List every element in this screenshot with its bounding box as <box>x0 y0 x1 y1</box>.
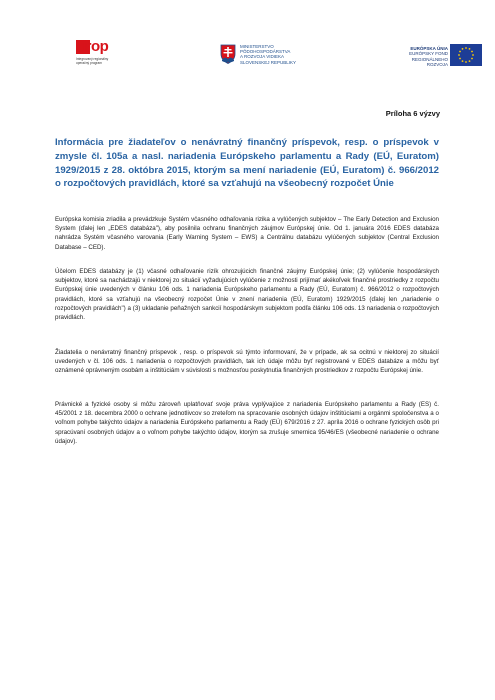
ministry-logo <box>220 44 320 70</box>
document-title: Informácia pre žiadateľov o nenávratný finančný príspevok, resp. o príspevok v zmysle čl. 105a a nasl. nariadenia Európskeho parlamentu a Rady (EÚ, Euratom) 1929/2015 z 28. októbra 2015, ktorým sa mení nariadenie (EÚ, Euratom) č. 966/2012 o rozpočtových pravidlách, ktoré sa vzťahujú na všeobecný rozpočet Únie <box>55 137 439 190</box>
irop-logo-mark <box>76 40 124 56</box>
eu-flag-icon <box>450 44 482 66</box>
ministry-name: MINISTERSTVO PÔDOHOSPODÁRSTVA A ROZVOJA VIDIEKA SLOVENSKEJ REPUBLIKY <box>240 44 297 65</box>
slovak-crest-icon <box>220 44 236 64</box>
irop-logo <box>76 40 124 66</box>
eu-fund-name: EURÓPSKA ÚNIA EURÓPSKY FOND REGIONÁLNEHO ROZVOJA <box>409 46 448 68</box>
paragraph-applicant-notice: Žiadatelia o nenávratný finančný príspevok , resp. o príspevok sú týmto informovaní, že v prípade, ak sa ocitnú v niektorej zo situácií uvedených v čl. 106 ods. 1 nariadenia o rozpočtových pravidlách, tak ich údaje môžu byť registrované v EDES databáze a môžu byť oznámené oprávneným osobám a inštitúciám v súvislosti s možnosťou poskytnutia finančných prostriedkov z rozpočtu Európskej únie. <box>55 349 439 375</box>
paragraph-data-rights: Právnické a fyzické osoby si môžu zároveň uplatňovať svoje práva vyplývajúce z nariadenia Európskeho parlamentu a Rady (ES) č. 45/2001 z 18. decembra 2000 o ochrane jednotlivcov so zreteľom na spracovanie osobných údajov inštitúciami a orgánmi spoločenstva a o voľnom pohybe takýchto údajov a nariadenia Európskeho parlamentu a Rady (EÚ) 679/2016 z 27. apríla 2016 o ochrane fyzických osôb pri spracúvaní osobných údajov a o voľnom pohybe takýchto údajov, ktorým sa zrušuje smernica 95/46/ES (všeobecné nariadenie o ochrane údajov). <box>55 401 439 445</box>
irop-logo-name: irop <box>82 38 109 55</box>
annex-label: Príloha 6 výzvy <box>385 109 440 118</box>
paragraph-edes-intro: Európska komisia zriadila a prevádzkuje Systém včasného odhaľovania rizika a vylúčených subjektov – The Early Detection and Exclusion System (ďalej len „EDES databáza"), aby posilnila ochranu finančných záujmov Európskej únie. Od 1. januára 2016 EDES databáza nahrádza Systém včasného varovania (Early Warning System – EWS) a Centrálnu databázu vylúčených subjektov (Central Exclusion Database – CED). <box>55 216 439 251</box>
paragraph-edes-purpose: Účelom EDES databázy je (1) včasné odhaľovanie rizík ohrozujúcich finančné záujmy Európskej únie; (2) vylúčenie hospodárskych subjektov, ktoré sa nachádzajú v niektorej zo situácií vyžadujúcich vylúčenie z možnosti prijímať akékoľvek finančné prostriedky z rozpočtu Európskej únie uvedených v článku 106 ods. 1 nariadenia Európskeho parlamentu a Rady (EÚ, Euratom) č. 966/2012 o rozpočtových pravidlách, ktoré sa vzťahujú na všeobecný rozpočet Únie v znení nariadenia (EÚ, Euratom) 1929/2015 (ďalej len „nariadenie o rozpočtových pravidlách") a (3) ukladanie peňažných sankcií hospodárskym subjektom podľa článku 106 ods. 13 nariadenia o rozpočtových pravidlách. <box>55 268 439 322</box>
irop-logo-tagline: Integrovaný regionálny operačný program <box>76 57 109 65</box>
page-header <box>0 0 495 80</box>
eu-logo <box>394 44 484 70</box>
